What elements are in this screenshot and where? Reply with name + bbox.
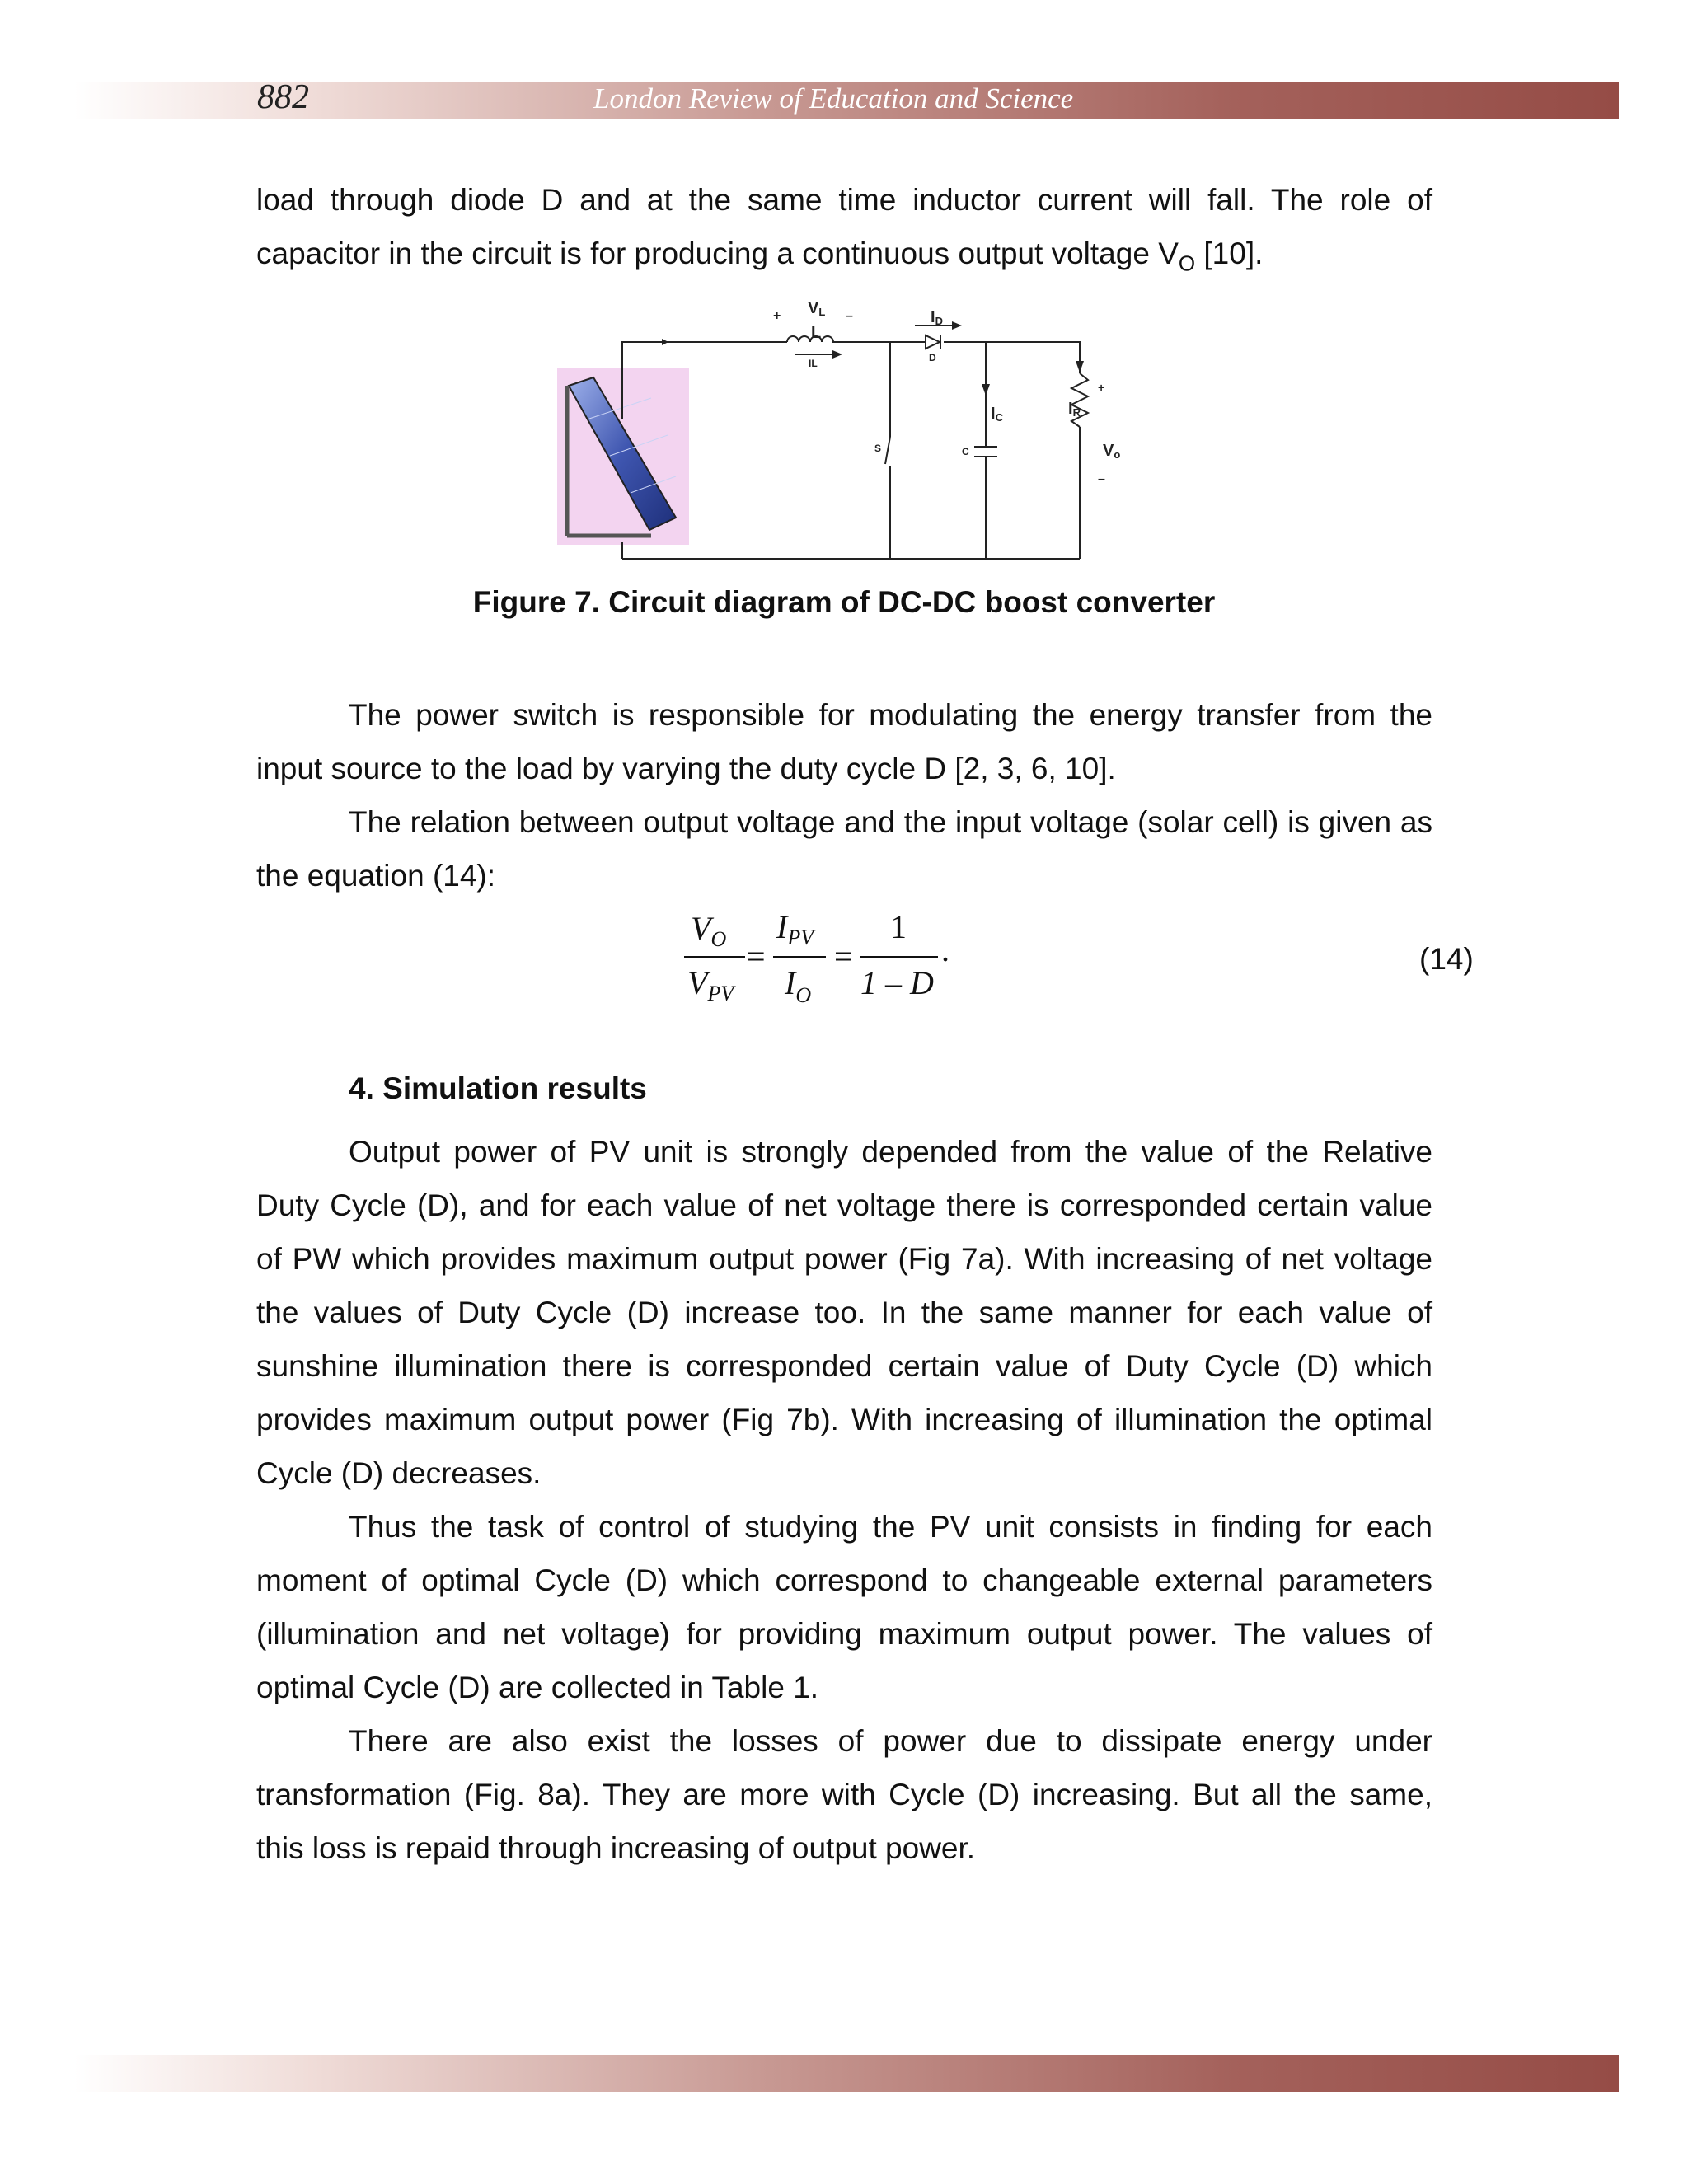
label-vl-minus: –: [846, 309, 853, 323]
equation-number: (14): [1419, 942, 1474, 976]
label-vo-plus: +: [1098, 381, 1105, 394]
svg-text:VO: $V_O$: [691, 910, 727, 951]
svg-text:1: 1: [890, 908, 907, 945]
paragraph-6: There are also exist the losses of power due to dissipate energy under transformation (Fig. 8a). They are more with Cycle (D) increasing. But all the same, this loss is repaid through increasing of output power.: [256, 1724, 1432, 1865]
label-vl: VL: [808, 299, 826, 318]
ir-arrow-icon: [1076, 361, 1084, 373]
current-arrow-icon: [662, 339, 668, 345]
paragraph-4: Output power of PV unit is strongly depended from the value of the Relative Duty Cycle (D), and for each value of net voltage there is corresponded certain value of PW which provides maximum output power (Fig 7a). With increasing of net voltage the values of Duty Cycle (D) increase too. In the same manner for each value of sunshine illumination there is corresponded certain value of Duty Cycle (D) which provides maximum output power (Fig 7b). With increasing of illumination the optimal Cycle (D) decreases.: [256, 1135, 1432, 1490]
svg-text:VPV: $V_{PV}$: [687, 964, 734, 1005]
paragraph-5: Thus the task of control of studying the PV unit consists in finding for each moment of optimal Cycle (D) which correspond to changeable external parameters (illumination and net voltage) for providing maximum output power. The values of optimal Cycle (D) are collected in Table 1.: [256, 1510, 1432, 1704]
paragraph-3: The relation between output voltage and the input voltage (solar cell) is given as the equation (14):: [256, 805, 1432, 893]
circuit-diagram: [552, 295, 1137, 567]
label-l: L: [811, 324, 822, 342]
label-vo: Vo: [1103, 442, 1121, 461]
label-id: ID: [931, 308, 943, 327]
label-ir: IR: [1068, 400, 1081, 419]
inductor-symbol: [787, 336, 833, 342]
circuit-wires: [622, 342, 1080, 559]
label-ic: IC: [991, 405, 1003, 424]
page-number: 882: [257, 78, 309, 116]
label-vo-minus: –: [1098, 472, 1105, 486]
paragraph-1: load through diode D and at the same time inductor current will fall. The role of capacitor in the circuit is for producing a continuous output voltage $V_O$ [10].: [256, 183, 1432, 276]
svg-text:.: .: [941, 931, 950, 968]
id-arrow-icon: [952, 321, 962, 330]
label-vl-plus: +: [773, 309, 781, 323]
svg-text:=: =: [834, 938, 853, 975]
svg-text:1 – D: 1 – D: [860, 964, 934, 1001]
diode-symbol: [926, 335, 940, 349]
svg-text:IPV: $I_{PV}$: [776, 908, 814, 949]
capacitor-symbol: [974, 447, 997, 457]
il-arrow-icon: [832, 350, 842, 359]
label-d: D: [929, 352, 936, 363]
svg-text:=: =: [747, 938, 766, 975]
journal-title: London Review of Education and Science: [593, 82, 1074, 115]
resistor-symbol: [1071, 373, 1088, 427]
switch-symbol: [885, 437, 890, 464]
section-heading: 4. Simulation results: [349, 1071, 647, 1105]
equation-14: [678, 905, 974, 1012]
label-c: C: [962, 446, 969, 457]
label-il: IL: [809, 358, 818, 369]
svg-text:IO: $I_O$: [785, 964, 812, 1007]
figure-caption: Figure 7. Circuit diagram of DC-DC boost converter: [472, 585, 1216, 619]
footer-band: [74, 2055, 1619, 2092]
label-s: S: [874, 443, 882, 454]
ic-arrow-icon: [982, 384, 990, 396]
paragraph-2: The power switch is responsible for modulating the energy transfer from the input source to the load by varying the duty cycle D [2, 3, 6, 10].: [256, 698, 1432, 785]
